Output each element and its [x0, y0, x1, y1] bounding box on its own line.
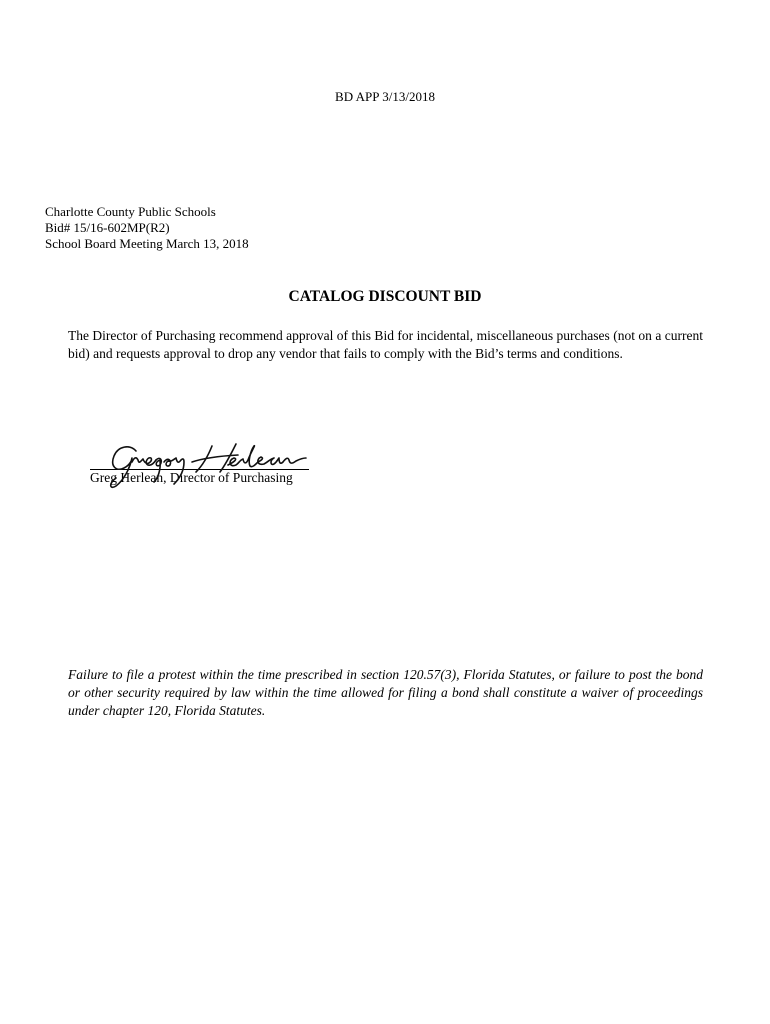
bid-number: Bid# 15/16-602MP(R2) — [45, 220, 170, 235]
meeting-date: School Board Meeting March 13, 2018 — [45, 236, 249, 251]
protest-notice: Failure to file a protest within the time prescribed in section 120.57(3), Florida Statutes, or failure to post the bond or other security required by law within the time allowed for filing a bond shall constitute a waiver of proceedings under chapter 120, Florida Statutes. — [68, 667, 703, 718]
document-header — [45, 204, 249, 252]
organization-name: Charlotte County Public Schools — [45, 204, 216, 219]
body-paragraph: The Director of Purchasing recommend approval of this Bid for incidental, miscellaneous purchases (not on a current bid) and requests approval to drop any vendor that fails to comply with the Bid’s terms and conditions. — [68, 328, 703, 361]
page-title: CATALOG DISCOUNT BID — [288, 288, 482, 305]
signature-block — [88, 438, 328, 498]
signatory-caption: Greg Herlean, Director of Purchasing — [90, 470, 293, 485]
approval-stamp: BD APP 3/13/2018 — [335, 89, 435, 104]
handwritten-signature — [88, 438, 328, 498]
